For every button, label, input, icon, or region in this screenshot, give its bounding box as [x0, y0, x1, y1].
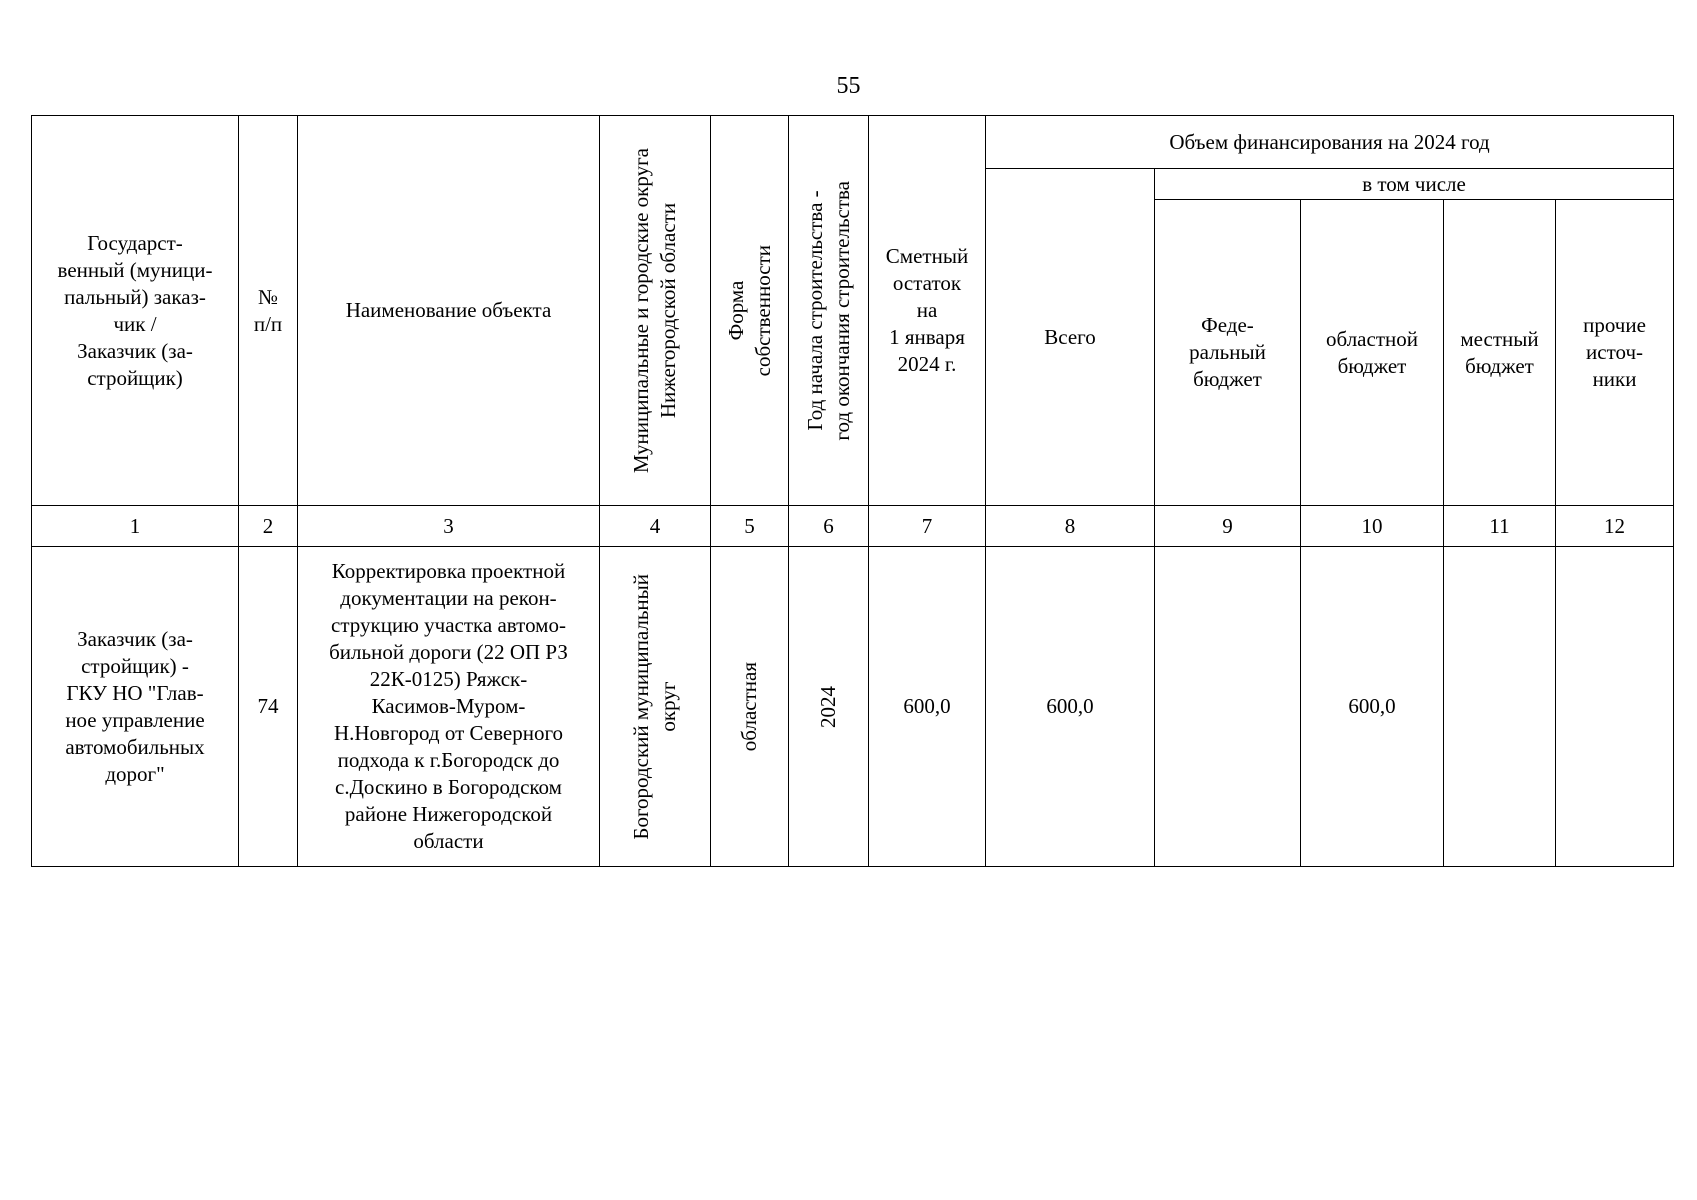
financing-table [31, 115, 1674, 867]
table-row [32, 547, 1674, 867]
header-municipality [600, 116, 711, 506]
column-number: 10 [1301, 506, 1444, 547]
row-total: 600,0 [986, 547, 1155, 867]
column-numbers-row [32, 506, 1674, 547]
header-years-text: Год начала строительства - год окончания строительства [802, 180, 854, 441]
header-ownership-text: Форма собственности [723, 244, 775, 377]
row-federal [1155, 547, 1301, 867]
column-number: 7 [869, 506, 986, 547]
column-number: 4 [600, 506, 711, 547]
header-federal: Феде- ральный бюджет [1155, 200, 1301, 506]
header-estimate: Сметный остаток на 1 января 2024 г. [869, 116, 986, 506]
row-ownership [711, 547, 789, 867]
row-municipality-text: Богородский муниципальный округ [629, 573, 680, 840]
column-number: 12 [1556, 506, 1674, 547]
row-estimate: 600,0 [869, 547, 986, 867]
row-other [1556, 547, 1674, 867]
header-municipality-text: Муниципальные и городские округа Нижегородской области [629, 147, 680, 474]
header-regional: областной бюджет [1301, 200, 1444, 506]
column-number: 8 [986, 506, 1155, 547]
row-municipality [600, 547, 711, 867]
header-ownership [711, 116, 789, 506]
row-customer: Заказчик (за- стройщик) - ГКУ НО "Глав- ное управление автомобильных дорог" [32, 547, 239, 867]
page-number: 55 [836, 73, 861, 99]
header-funding-group: Объем финансирования на 2024 год [986, 116, 1674, 169]
header-object-name: Наименование объекта [298, 116, 600, 506]
row-regional: 600,0 [1301, 547, 1444, 867]
column-number: 5 [711, 506, 789, 547]
header-years [789, 116, 869, 506]
header-row-1 [32, 116, 1674, 169]
header-local: местный бюджет [1444, 200, 1556, 506]
row-years [789, 547, 869, 867]
header-total: Всего [986, 169, 1155, 506]
header-including: в том числе [1155, 169, 1674, 200]
column-number: 1 [32, 506, 239, 547]
column-number: 9 [1155, 506, 1301, 547]
row-object-name: Корректировка проектной документации на рекон- струкцию участка автомо- бильной дороги (22 ОП РЗ 22К-0125) Ряжск- Касимов-Муром- Н.Новгород от Северного подхода к г.Богородск до с.Доскино в Богородском районе Нижегородской области [298, 547, 600, 867]
row-local [1444, 547, 1556, 867]
header-other: прочие источ- ники [1556, 200, 1674, 506]
column-number: 11 [1444, 506, 1556, 547]
column-number: 3 [298, 506, 600, 547]
header-customer: Государст- венный (муници- пальный) заказ- чик / Заказчик (за- стройщик) [32, 116, 239, 506]
header-number: № п/п [239, 116, 298, 506]
column-number: 2 [239, 506, 298, 547]
row-number: 74 [239, 547, 298, 867]
row-years-text: 2024 [816, 685, 840, 728]
column-number: 6 [789, 506, 869, 547]
row-ownership-text: областная [737, 661, 761, 752]
